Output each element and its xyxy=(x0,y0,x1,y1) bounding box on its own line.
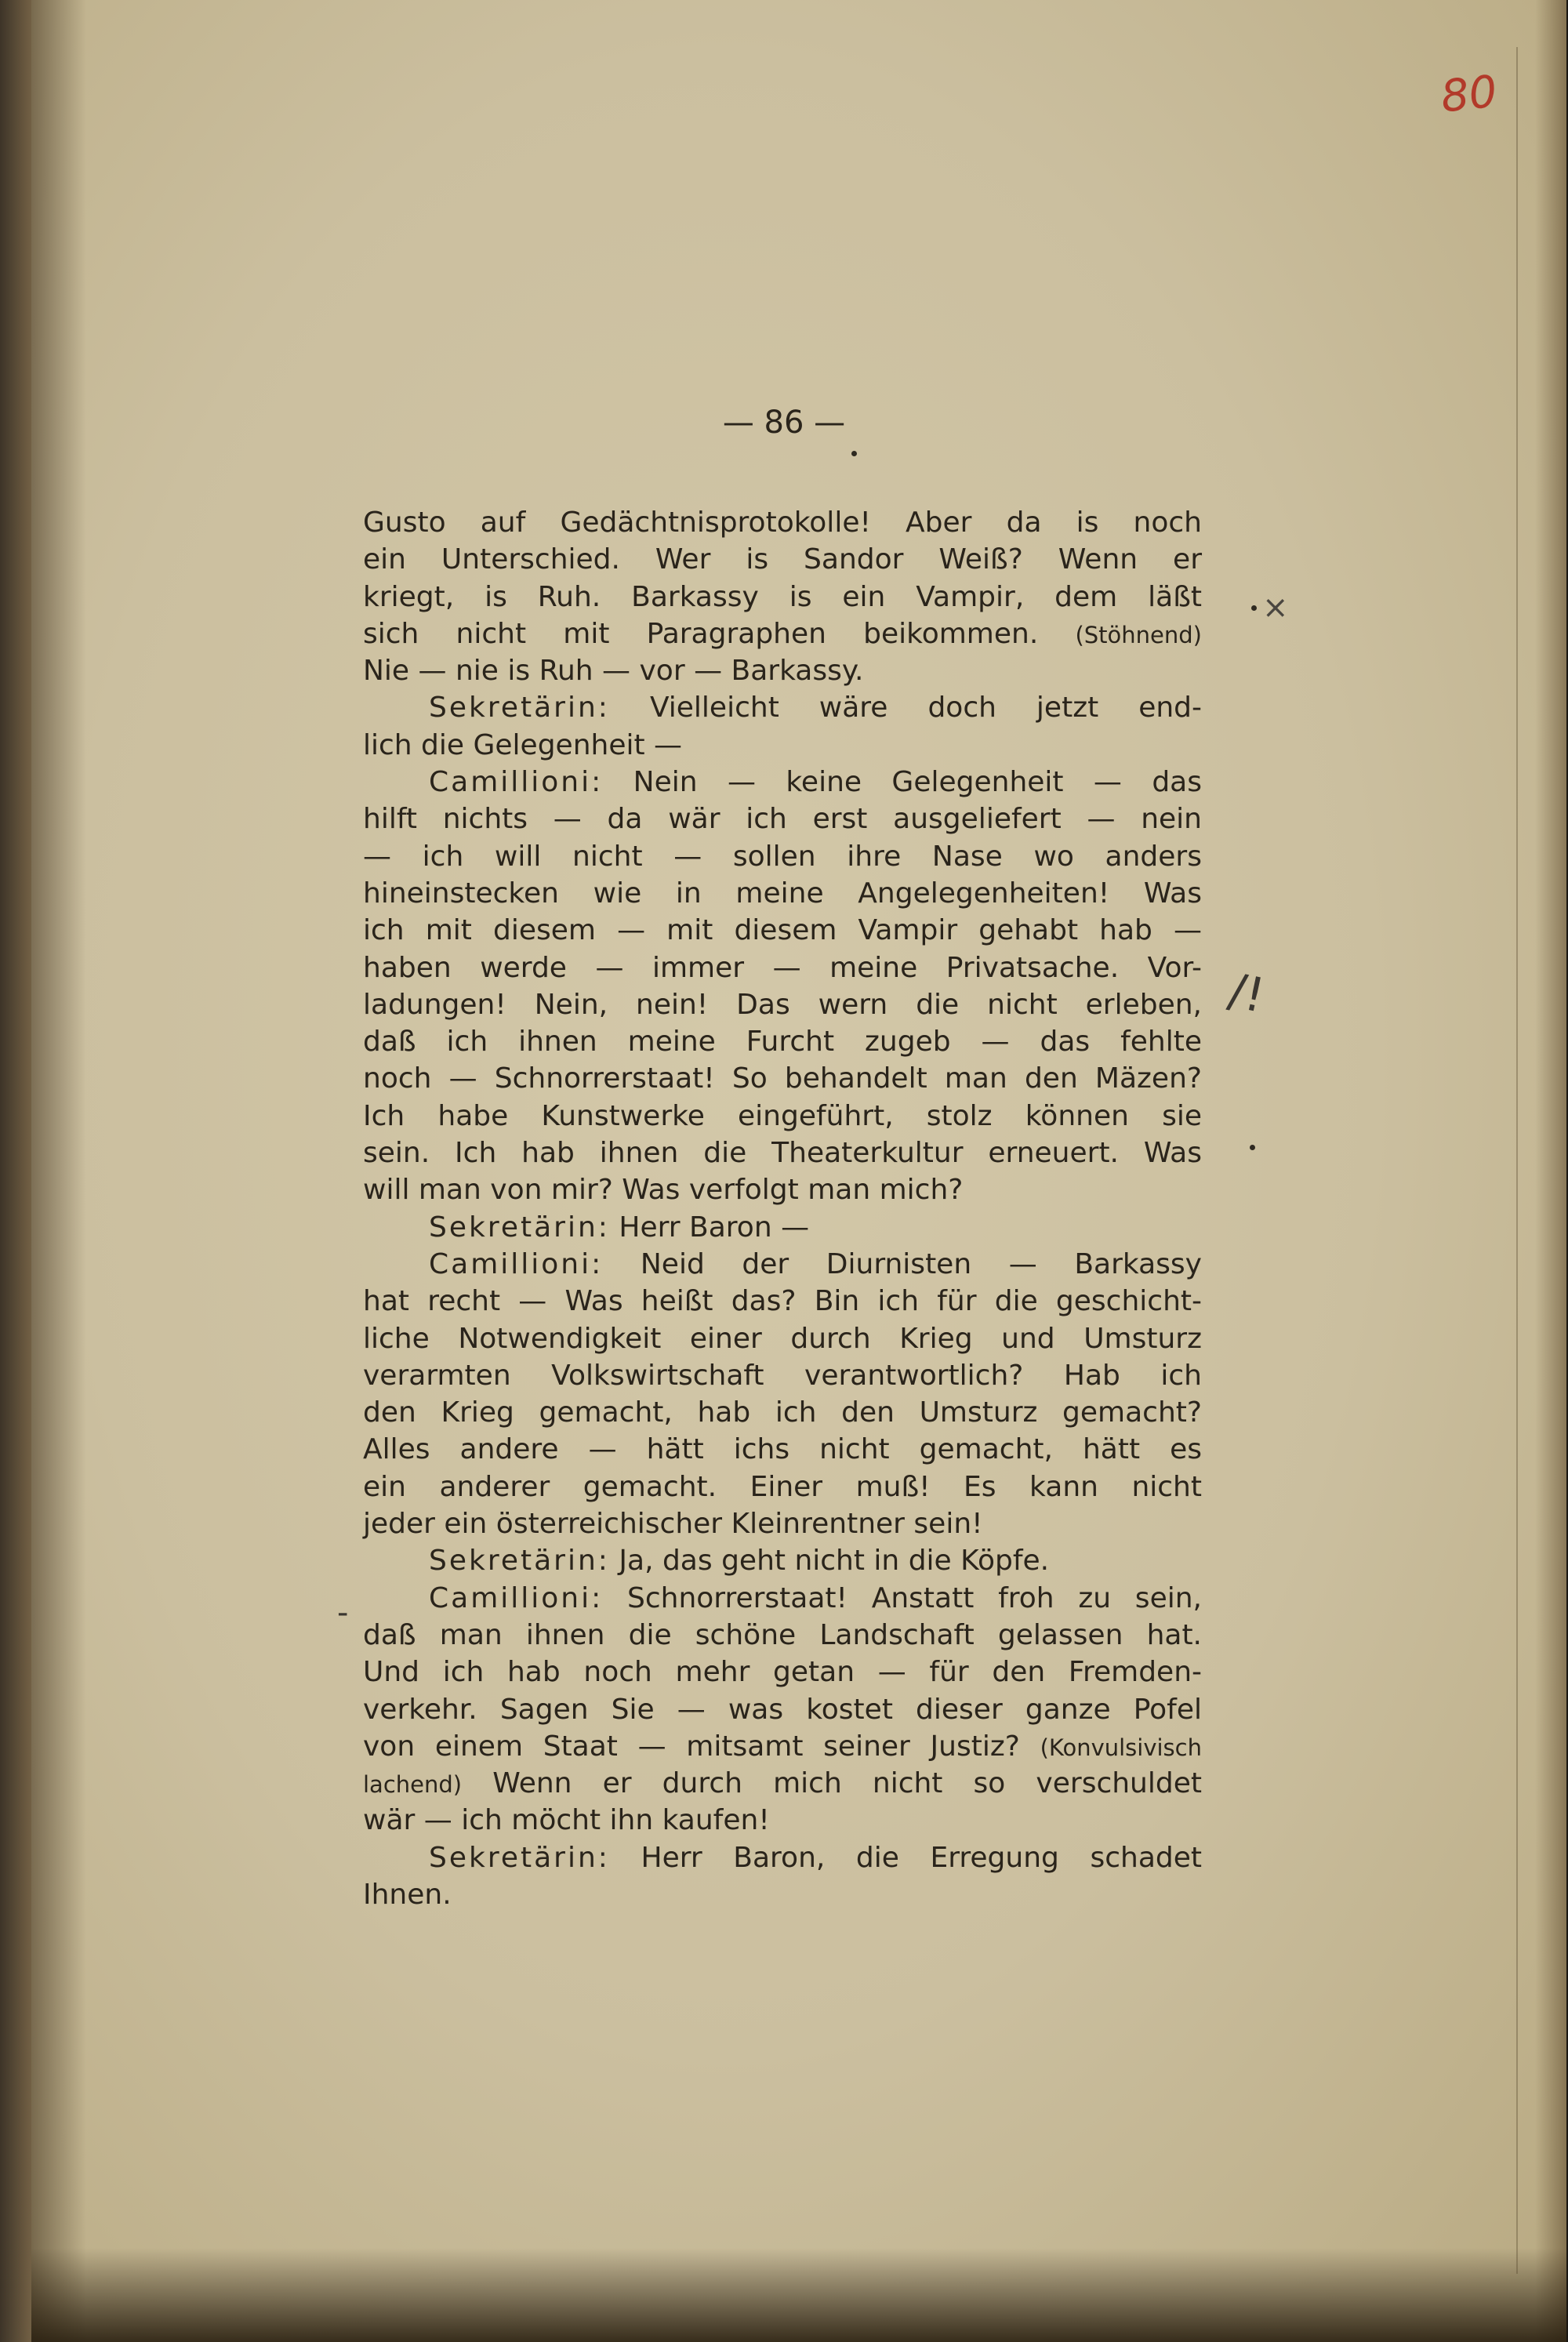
margin-dot xyxy=(851,451,857,456)
text-line xyxy=(363,1542,1202,1579)
page-gutter-shadow xyxy=(31,0,86,2342)
stage-direction: lachend) xyxy=(363,1771,463,1799)
text-line xyxy=(363,1283,1202,1320)
text-line xyxy=(363,1209,1202,1246)
text-line xyxy=(363,1394,1202,1431)
text-line xyxy=(363,838,1202,875)
text-line xyxy=(363,1802,1202,1839)
line-text: lich die Gelegenheit — xyxy=(363,728,683,761)
line-text: ein Unterschied. Wer is Sandor Weiß? Wenn er xyxy=(363,543,1202,576)
speaker-name: Sekretärin: xyxy=(429,1211,610,1244)
line-text: ich mit diesem — mit diesem Vampir gehabt hab — xyxy=(363,914,1202,947)
line-text: daß man ihnen die schöne Landschaft gelassen hat. xyxy=(363,1618,1202,1651)
line-text: Nein — keine Gelegenheit — das xyxy=(633,766,1202,799)
text-line xyxy=(363,1617,1202,1654)
line-text: daß ich ihnen meine Furcht zugeb — das fehlte xyxy=(363,1026,1202,1058)
text-line xyxy=(363,1505,1202,1542)
line-text: Gusto auf Gedächtnisprotokolle! Aber da is noch xyxy=(363,507,1202,539)
text-line xyxy=(363,689,1202,726)
handwritten-archive-number: 80 xyxy=(1438,66,1500,123)
line-text: hat recht — Was heißt das? Bin ich für die geschicht- xyxy=(363,1285,1202,1318)
text-line xyxy=(363,1357,1202,1394)
line-text: Wenn er durch mich nicht so verschuldet xyxy=(492,1767,1202,1800)
text-line xyxy=(363,950,1202,986)
text-line xyxy=(363,504,1202,541)
text-line xyxy=(363,652,1202,689)
page-fold-line xyxy=(1516,47,1518,2274)
line-text: Vielleicht wäre doch jetzt end- xyxy=(649,692,1202,724)
text-line xyxy=(363,1135,1202,1171)
line-text: — ich will nicht — sollen ihre Nase wo anders xyxy=(363,840,1202,873)
text-line xyxy=(363,1469,1202,1505)
text-line xyxy=(363,1431,1202,1468)
speaker-name: Sekretärin: xyxy=(429,1841,610,1874)
margin-dot xyxy=(1251,605,1257,611)
speaker-name: Camillioni: xyxy=(429,766,604,799)
text-line xyxy=(363,541,1202,578)
line-text: den Krieg gemacht, hab ich den Umsturz gemacht? xyxy=(363,1396,1202,1429)
text-line xyxy=(363,875,1202,912)
text-line xyxy=(363,801,1202,837)
line-text: will man von mir? Was verfolgt man mich? xyxy=(363,1174,964,1207)
line-text: Herr Baron — xyxy=(619,1211,810,1244)
line-text: sich nicht mit Paragraphen beikommen. xyxy=(363,617,1039,650)
text-line xyxy=(363,1728,1202,1765)
text-line xyxy=(363,1023,1202,1060)
body-text xyxy=(363,504,1202,1913)
text-line xyxy=(363,1246,1202,1283)
line-text: ein anderer gemacht. Einer muß! Es kann nicht xyxy=(363,1470,1202,1503)
text-line xyxy=(363,986,1202,1023)
line-text: kriegt, is Ruh. Barkassy is ein Vampir, dem läßt xyxy=(363,580,1202,613)
line-text: Und ich hab noch mehr getan — für den Fremden- xyxy=(363,1656,1202,1689)
line-text: wär — ich möcht ihn kaufen! xyxy=(363,1804,770,1837)
page-edge-shadow xyxy=(1535,0,1566,2342)
speaker-name: Sekretärin: xyxy=(429,1545,610,1578)
line-text: Schnorrerstaat! Anstatt froh zu sein, xyxy=(627,1581,1202,1614)
text-line xyxy=(363,764,1202,801)
text-line xyxy=(363,1098,1202,1135)
line-text: Ja, das geht nicht in die Köpfe. xyxy=(619,1545,1050,1578)
pencil-slash-mark: /! xyxy=(1224,963,1270,1024)
line-text: Ihnen. xyxy=(363,1878,452,1911)
line-text: Alles andere — hätt ichs nicht gemacht, hätt es xyxy=(363,1433,1202,1466)
page-bottom-shadow xyxy=(31,2248,1566,2342)
text-line xyxy=(363,912,1202,949)
pencil-dash-mark: - xyxy=(337,1595,349,1631)
line-text: hineinstecken wie in meine Angelegenheiten! Was xyxy=(363,877,1202,910)
line-text: Neid der Diurnisten — Barkassy xyxy=(640,1247,1202,1280)
text-line xyxy=(363,1171,1202,1208)
line-text: jeder ein österreichischer Kleinrentner sein! xyxy=(363,1508,983,1541)
line-text: noch — Schnorrerstaat! So behandelt man den Mäzen? xyxy=(363,1062,1202,1095)
line-text: hilft nichts — da wär ich erst ausgeliefert — nein xyxy=(363,803,1202,836)
stage-direction: (Konvulsivisch xyxy=(1040,1734,1202,1761)
line-text: verarmten Volkswirtschaft verantwortlich? Hab ich xyxy=(363,1359,1202,1392)
text-line xyxy=(363,1876,1202,1913)
pencil-x-mark: × xyxy=(1262,590,1289,626)
stage-direction: (Stöhnend) xyxy=(1075,621,1202,648)
text-line xyxy=(363,1654,1202,1690)
line-text: sein. Ich hab ihnen die Theaterkultur erneuert. Was xyxy=(363,1137,1202,1170)
text-line xyxy=(363,1839,1202,1876)
text-line xyxy=(363,1691,1202,1728)
speaker-name: Camillioni: xyxy=(429,1581,604,1614)
line-text: haben werde — immer — meine Privatsache. Vor- xyxy=(363,951,1202,984)
speaker-name: Sekretärin: xyxy=(429,692,610,724)
text-line xyxy=(363,727,1202,764)
line-text: Nie — nie is Ruh — vor — Barkassy. xyxy=(363,655,864,688)
line-text: Herr Baron, die Erregung schadet xyxy=(641,1841,1202,1874)
text-line xyxy=(363,1580,1202,1617)
line-text: verkehr. Sagen Sie — was kostet dieser ganze Pofel xyxy=(363,1693,1202,1726)
text-line xyxy=(363,579,1202,615)
speaker-name: Camillioni: xyxy=(429,1247,604,1280)
margin-dot xyxy=(1250,1145,1255,1150)
text-line xyxy=(363,1765,1202,1802)
line-text: von einem Staat — mitsamt seiner Justiz? xyxy=(363,1730,1020,1763)
text-line xyxy=(363,1060,1202,1097)
text-line xyxy=(363,1320,1202,1357)
page-number: — 86 — xyxy=(722,405,846,441)
text-line xyxy=(363,615,1202,652)
line-text: ladungen! Nein, nein! Das wern die nicht erleben, xyxy=(363,988,1202,1021)
line-text: liche Notwendigkeit einer durch Krieg und Umsturz xyxy=(363,1322,1202,1355)
line-text: Ich habe Kunstwerke eingeführt, stolz können sie xyxy=(363,1099,1202,1132)
